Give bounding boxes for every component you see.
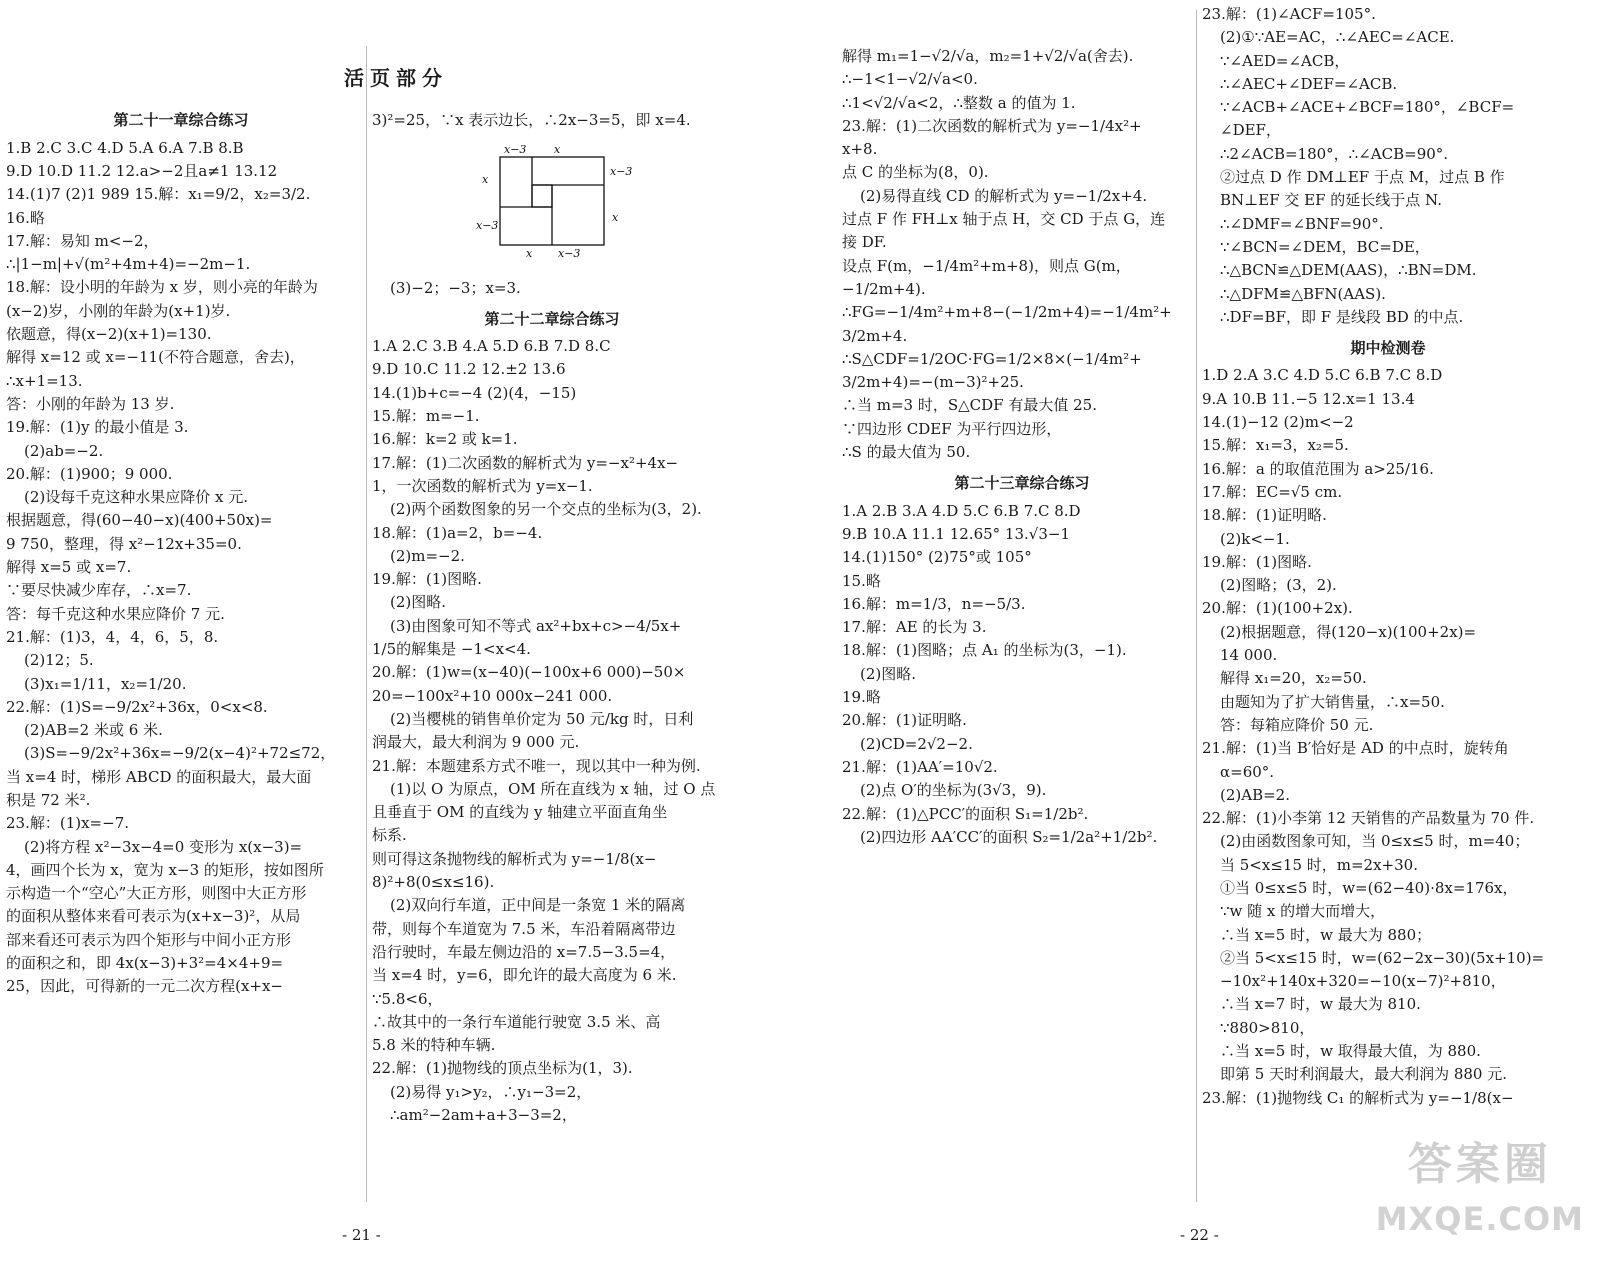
column-4-body bbox=[1202, 4, 1574, 1109]
answer-line: ∴当 m=3 时，S△CDF 有最大值 25. bbox=[842, 396, 1097, 415]
answer-line: (2)四边形 AA′CC′的面积 S₂=1/2a²+1/2b². bbox=[860, 827, 1158, 846]
answer-line: (3)由图象可知不等式 ax²+bx+c>−4/5x+ bbox=[390, 616, 682, 635]
answer-line: (3)−2；−3；x=3. bbox=[390, 278, 521, 297]
column-divider bbox=[366, 46, 367, 1202]
answer-line: 15.解：x₁=3，x₂=5. bbox=[1202, 436, 1349, 455]
answer-line: 23.解：(1)二次函数的解析式为 y=−1/4x²+ bbox=[842, 116, 1142, 135]
answer-line: 1.A 2.C 3.B 4.A 5.D 6.B 7.D 8.C bbox=[372, 337, 611, 356]
answer-line: 当 x=4 时，y=6，即允许的最大高度为 6 米. bbox=[372, 966, 677, 985]
answer-line: (2)设每千克这种水果应降价 x 元. bbox=[24, 488, 249, 507]
answer-line: 1.A 2.B 3.A 4.D 5.C 6.B 7.C 8.D bbox=[842, 501, 1081, 520]
answer-line: 17.解：AE 的长为 3. bbox=[842, 618, 987, 637]
answer-line: −1/2m+4). bbox=[842, 279, 926, 298]
watermark-url: MXQE.COM bbox=[1375, 1199, 1584, 1238]
answer-line: 部来看还可表示为四个矩形与中间小正方形 bbox=[6, 930, 292, 949]
answer-line: ∴am²−2am+a+3−3=2， bbox=[390, 1105, 577, 1124]
answer-line: (2)AB=2. bbox=[1220, 785, 1290, 804]
answer-line: 20.解：(1)(100+2x). bbox=[1202, 599, 1353, 618]
answer-line: (3)x₁=1/11，x₂=1/20. bbox=[24, 674, 187, 693]
answer-line: (2)易得 y₁>y₂，∴y₁−3=2， bbox=[390, 1082, 592, 1101]
answer-line: 9.A 10.B 11.−5 12.x=1 13.4 bbox=[1202, 389, 1415, 408]
answer-line: ∴S△CDF=1/2OC·FG=1/2×8×(−1/4m²+ bbox=[842, 349, 1142, 368]
answer-line: (2)CD=2√2−2. bbox=[860, 734, 973, 753]
answer-line: ∴当 x=7 时，w 最大为 810. bbox=[1220, 995, 1421, 1014]
answer-line: 14.(1)−12 (2)m<−2 bbox=[1202, 413, 1354, 432]
section-heading: 期中检测卷 bbox=[1350, 339, 1426, 358]
answer-line: 17.解：EC=√5 cm. bbox=[1202, 482, 1343, 501]
answer-line: 14.(1)7 (2)1 989 15.解：x₁=9/2，x₂=3/2. bbox=[6, 185, 311, 204]
answer-line: 1/5的解集是 −1<x<4. bbox=[372, 640, 531, 659]
answer-line: (2)①∵AE=AC，∴∠AEC=∠ACE. bbox=[1220, 28, 1455, 47]
answer-line: 1.D 2.A 3.C 4.D 5.C 6.B 7.C 8.D bbox=[1202, 366, 1443, 385]
column-2-top bbox=[372, 110, 732, 131]
answer-line: ∴2∠ACB=180°，∴∠ACB=90°. bbox=[1220, 144, 1449, 163]
answer-line: 接 DF. bbox=[842, 233, 887, 252]
answer-line: 8)²+8(0≤x≤16). bbox=[372, 873, 495, 892]
answer-column-2 bbox=[372, 108, 732, 1128]
answer-line: 25，因此，可得新的一元二次方程(x+x− bbox=[6, 977, 283, 996]
watermark-logo bbox=[1376, 1134, 1584, 1242]
answer-line: 标系. bbox=[372, 826, 407, 845]
page-title: 活页部分 bbox=[344, 66, 448, 90]
fig-label-bottom-left: x bbox=[526, 247, 533, 261]
answer-line: 22.解：(1)△PCC′的面积 S₁=1/2b². bbox=[842, 804, 1089, 823]
answer-line: 19.解：(1)y 的最小值是 3. bbox=[6, 418, 189, 437]
answer-line: 的面积之和，即 4x(x−3)+3²=4×4+9= bbox=[6, 954, 284, 973]
answer-line: 14.(1)150° (2)75°或 105° bbox=[842, 548, 1032, 567]
answer-line: 21.解：(1)3，4，4，6，5，8. bbox=[6, 627, 219, 646]
answer-line: (2)将方程 x²−3x−4=0 变形为 x(x−3)= bbox=[24, 837, 303, 856]
answer-line: 带，则每个车道宽为 7.5 米，车沿着隔离带边 bbox=[372, 919, 676, 938]
answer-line: 22.解：(1)抛物线的顶点坐标为(1，3). bbox=[372, 1059, 633, 1078]
answer-line: 答：每箱应降价 50 元. bbox=[1220, 715, 1374, 734]
answer-line: 18.解：(1)证明略. bbox=[1202, 506, 1327, 525]
answer-line: 即第 5 天时利润最大，最大利润为 880 元. bbox=[1220, 1065, 1508, 1084]
column-divider-right bbox=[1196, 10, 1197, 1202]
answer-line: 润最大，最大利润为 9 000 元. bbox=[372, 733, 580, 752]
answer-line: 且垂直于 OM 的直线为 y 轴建立平面直角坐 bbox=[372, 803, 668, 822]
section-heading: 第二十三章综合练习 bbox=[954, 474, 1090, 493]
answer-line: 16.解：m=1/3，n=−5/3. bbox=[842, 594, 1026, 613]
answer-line: (x−2)岁，小刚的年龄为(x+1)岁. bbox=[6, 301, 231, 320]
answer-line: ∴|1−m|+√(m²+4m+4)=−2m−1. bbox=[6, 255, 251, 274]
column-3-body bbox=[842, 46, 1202, 848]
answer-line: x+8. bbox=[842, 140, 878, 159]
answer-line: (1)以 O 为原点，OM 所在直线为 x 轴，过 O 点 bbox=[390, 779, 716, 798]
answer-line: ①当 0≤x≤5 时，w=(62−40)·8x=176x， bbox=[1220, 878, 1518, 897]
answer-line: 19.解：(1)图略. bbox=[1202, 552, 1312, 571]
answer-line: 16.解：a 的取值范围为 a>25/16. bbox=[1202, 459, 1434, 478]
answer-line: 3/2m+4)=−(m−3)²+25. bbox=[842, 373, 1024, 392]
answer-line: 19.略 bbox=[842, 688, 881, 707]
answer-line: 的面积从整体来看可表示为(x+x−3)²，从局 bbox=[6, 907, 301, 926]
answer-line: 23.解：(1)∠ACF=105°. bbox=[1202, 5, 1376, 23]
answer-line: ∠DEF， bbox=[1220, 121, 1281, 140]
answer-line: 20=−100x²+10 000x−241 000. bbox=[372, 686, 613, 705]
answer-line: ∴x+1=13. bbox=[6, 371, 83, 390]
answer-line: 解得 x=5 或 x=7. bbox=[6, 558, 132, 577]
answer-line: α=60°. bbox=[1220, 762, 1275, 781]
answer-line: 解得 m₁=1−√2/√a，m₂=1+√2/√a(舍去). bbox=[842, 47, 1134, 65]
answer-line: 17.解：易知 m<−2， bbox=[6, 231, 159, 250]
answer-line: 由题知为了扩大销售量，∴x=50. bbox=[1220, 692, 1445, 711]
fig-label-top-right: x bbox=[554, 143, 561, 157]
answer-line: (3)S=−9/2x²+36x=−9/2(x−4)²+72≤72， bbox=[24, 744, 336, 763]
answer-line: 14 000. bbox=[1220, 646, 1278, 665]
answer-line: (2)易得直线 CD 的解析式为 y=−1/2x+4. bbox=[860, 186, 1148, 205]
fig-label-bottom-right: x−3 bbox=[558, 247, 581, 261]
answer-line: ∴1<√2/√a<2，∴整数 a 的值为 1. bbox=[842, 93, 1076, 112]
answer-line: 1，一次函数的解析式为 y=x−1. bbox=[372, 476, 593, 495]
answer-line: 20.解：(1)900；9 000. bbox=[6, 464, 173, 483]
answer-line: (2)图略. bbox=[860, 664, 917, 683]
answer-line: 3)²=25，∵x 表示边长，∴2x−3=5，即 x=4. bbox=[372, 111, 691, 129]
answer-line: 9.D 10.C 11.2 12.±2 13.6 bbox=[372, 360, 566, 379]
answer-line: (2)两个函数图象的另一个交点的坐标为(3，2). bbox=[390, 500, 702, 519]
answer-line: 9.D 10.D 11.2 12.a>−2且a≠1 13.12 bbox=[6, 161, 278, 180]
answer-line: 22.解：(1)小李第 12 天销售的产品数量为 70 件. bbox=[1202, 809, 1535, 828]
answer-line: 21.解：本题建系方式不唯一，现以其中一种为例. bbox=[372, 756, 701, 775]
column-1-body bbox=[6, 110, 356, 997]
fig-label-top-left: x−3 bbox=[504, 143, 527, 157]
answer-line: ∴∠DMF=∠BNF=90°. bbox=[1220, 214, 1384, 233]
answer-line: 20.解：(1)w=(x−40)(−100x+6 000)−50× bbox=[372, 663, 686, 682]
square-figure bbox=[476, 141, 652, 261]
answer-line: ②过点 D 作 DM⊥EF 于点 M，过点 B 作 bbox=[1220, 168, 1505, 187]
answer-line: 1.B 2.C 3.C 4.D 5.A 6.A 7.B 8.B bbox=[6, 138, 244, 157]
inner-square bbox=[532, 185, 552, 207]
answer-line: 15.略 bbox=[842, 571, 881, 590]
fig-label-right-upper: x−3 bbox=[610, 165, 633, 179]
answer-line: 当 5<x≤15 时，m=2x+30. bbox=[1220, 855, 1418, 874]
answer-line: 解得 x₁=20，x₂=50. bbox=[1220, 669, 1367, 688]
answer-line: (2)m=−2. bbox=[390, 546, 465, 565]
right-page bbox=[800, 0, 1600, 1262]
watermark-logo-text: 答案圈 bbox=[1407, 1139, 1552, 1191]
answer-line: 9.B 10.A 11.1 12.65° 13.√3−1 bbox=[842, 524, 1071, 543]
answer-line: 点 C 的坐标为(8，0). bbox=[842, 163, 989, 182]
answer-column-3 bbox=[842, 44, 1202, 850]
answer-line: 根据题意，得(60−40−x)(400+50x)= bbox=[6, 511, 273, 530]
answer-line: (2)AB=2 米或 6 米. bbox=[24, 721, 163, 740]
section-heading: 第二十二章综合练习 bbox=[484, 309, 620, 328]
answer-line: (2)根据题意，得(120−x)(100+2x)= bbox=[1220, 622, 1477, 641]
answer-line: ∴FG=−1/4m²+m+8−(−1/2m+4)=−1/4m²+ bbox=[842, 303, 1172, 322]
answer-line: 示构造一个“空心”大正方形，则图中大正方形 bbox=[6, 884, 307, 903]
answer-line: ∵∠ACB+∠ACE+∠BCF=180°，∠BCF= bbox=[1220, 98, 1515, 117]
answer-line: 过点 F 作 FH⊥x 轴于点 H，交 CD 于点 G，连 bbox=[842, 210, 1166, 229]
answer-line: 15.解：m=−1. bbox=[372, 407, 480, 426]
answer-line: ∵w 随 x 的增大而增大， bbox=[1220, 902, 1386, 921]
answer-line: −10x²+140x+320=−10(x−7)²+810， bbox=[1220, 972, 1506, 991]
answer-line: 5.8 米的特种车辆. bbox=[372, 1036, 496, 1055]
answer-line: (2)12；5. bbox=[24, 651, 94, 670]
answer-line: 解得 x=12 或 x=−11(不符合题意，舍去)， bbox=[6, 348, 305, 367]
answer-line: ∵∠BCN=∠DEM，BC=DE， bbox=[1220, 237, 1430, 256]
answer-line: (2)当樱桃的销售单价定为 50 元/kg 时，日利 bbox=[390, 709, 694, 728]
fig-label-left-upper: x bbox=[482, 173, 489, 187]
answer-line: 答：每千克这种水果应降价 7 元. bbox=[6, 604, 225, 623]
answer-line: ∴△DFM≌△BFN(AAS). bbox=[1220, 284, 1386, 303]
answer-line: 23.解：(1)x=−7. bbox=[6, 814, 130, 833]
answer-line: (2)图略. bbox=[390, 593, 447, 612]
answer-line: ∵∠AED=∠ACB， bbox=[1220, 51, 1350, 70]
answer-line: ∵880>810， bbox=[1220, 1018, 1315, 1037]
answer-line: 积是 72 米². bbox=[6, 791, 91, 809]
answer-line: 18.解：设小明的年龄为 x 岁，则小亮的年龄为 bbox=[6, 278, 318, 297]
answer-line: ∵5.8<6， bbox=[372, 989, 443, 1008]
answer-line: 19.解：(1)图略. bbox=[372, 570, 482, 589]
answer-line: ∴当 x=5 时，w 最大为 880； bbox=[1220, 925, 1432, 944]
answer-line: BN⊥EF 交 EF 的延长线于点 N. bbox=[1220, 191, 1442, 210]
answer-line: ②当 5<x≤15 时，w=(62−2x−30)(5x+10)= bbox=[1220, 948, 1545, 967]
answer-line: (2)由函数图象可知，当 0≤x≤5 时，m=40； bbox=[1220, 832, 1530, 851]
answer-line: 18.解：(1)图略；点 A₁ 的坐标为(3，−1). bbox=[842, 641, 1127, 660]
fig-label-left-lower: x−3 bbox=[476, 219, 499, 233]
answer-line: 22.解：(1)S=−9/2x²+36x，0<x<8. bbox=[6, 697, 268, 716]
answer-line: 23.解：(1)抛物线 C₁ 的解析式为 y=−1/8(x− bbox=[1202, 1088, 1514, 1107]
answer-line: 20.解：(1)证明略. bbox=[842, 711, 967, 730]
answer-line: 4，画四个长为 x，宽为 x−3 的矩形，按如图所 bbox=[6, 860, 324, 879]
answer-line: 21.解：(1)AA′=10√2. bbox=[842, 757, 998, 776]
answer-line: ∴故其中的一条行车道能行驶宽 3.5 米、高 bbox=[372, 1012, 661, 1031]
answer-line: 9 750，整理，得 x²−12x+35=0. bbox=[6, 534, 242, 553]
page-number-left: - 21 - bbox=[342, 1225, 381, 1244]
answer-line: ∵要尽快减少库存，∴x=7. bbox=[6, 581, 192, 600]
answer-line: 21.解：(1)当 B′恰好是 AD 的中点时，旋转角 bbox=[1202, 739, 1509, 758]
answer-line: ∴−1<1−√2/√a<0. bbox=[842, 70, 978, 89]
answer-line: 16.解：k=2 或 k=1. bbox=[372, 430, 518, 449]
page-number-right: - 22 - bbox=[1180, 1225, 1219, 1244]
column-2-body bbox=[372, 278, 732, 1127]
answer-line: (2)图略；(3，2). bbox=[1220, 576, 1337, 595]
answer-line: 16.略 bbox=[6, 208, 45, 227]
answer-line: ∴S 的最大值为 50. bbox=[842, 443, 971, 462]
fig-label-right-lower: x bbox=[612, 211, 619, 225]
answer-line: 答：小刚的年龄为 13 岁. bbox=[6, 394, 175, 413]
answer-line: ∴当 x=5 时，w 取得最大值，为 880. bbox=[1220, 1042, 1481, 1061]
answer-line: 3/2m+4. bbox=[842, 326, 908, 345]
answer-line: 则可得这条抛物线的解析式为 y=−1/8(x− bbox=[372, 849, 657, 868]
answer-line: 18.解：(1)a=2，b=−4. bbox=[372, 523, 543, 542]
answer-line: ∴△BCN≌△DEM(AAS)，∴BN=DM. bbox=[1220, 261, 1477, 280]
answer-line: 设点 F(m，−1/4m²+m+8)，则点 G(m， bbox=[842, 256, 1131, 275]
answer-line: 17.解：(1)二次函数的解析式为 y=−x²+4x− bbox=[372, 453, 679, 472]
answer-line: 依题意，得(x−2)(x+1)=130. bbox=[6, 325, 212, 344]
answer-line: ∴DF=BF，即 F 是线段 BD 的中点. bbox=[1220, 307, 1464, 326]
answer-line: ∴∠AEC+∠DEF=∠ACB. bbox=[1220, 74, 1398, 93]
answer-column-4 bbox=[1202, 2, 1574, 1111]
answer-line: ∵四边形 CDEF 为平行四边形， bbox=[842, 419, 1062, 438]
answer-line: (2)ab=−2. bbox=[24, 441, 104, 460]
answer-line: 14.(1)b+c=−4 (2)(4，−15) bbox=[372, 383, 577, 402]
answer-line: (2)k<−1. bbox=[1220, 529, 1290, 548]
answer-line: 沿行驶时，车最左侧边沿的 x=7.5−3.5=4， bbox=[372, 942, 676, 961]
answer-line: 当 x=4 时，梯形 ABCD 的面积最大，最大面 bbox=[6, 767, 312, 786]
answer-line: (2)双向行车道，正中间是一条宽 1 米的隔离 bbox=[390, 896, 686, 915]
section-heading: 第二十一章综合练习 bbox=[113, 111, 249, 130]
answer-line: (2)点 O′的坐标为(3√3，9). bbox=[860, 781, 1047, 800]
